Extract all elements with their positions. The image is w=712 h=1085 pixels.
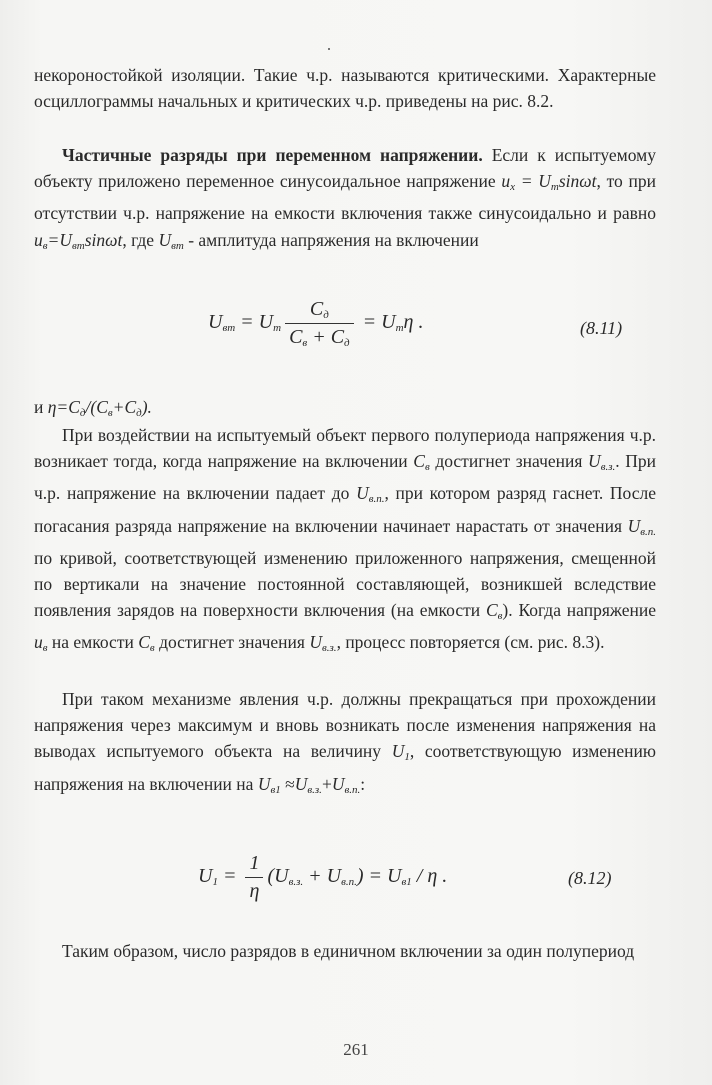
paragraph-conclusion: Таким образом, число разрядов в единичном включении за один полупериод bbox=[62, 941, 635, 961]
equation-number: (8.12) bbox=[568, 868, 612, 888]
paragraph-first-halfperiod: При воздействии на испытуемый объект первого полупериода напряжения ч.р. возникает тогда, когда напряжение на включении $C_в$ достигнет значения $U_{в.з.}$. При ч.р. напряжение на включении падает до $U_{в.п.}$, при котором разряд гаснет. После погасания разряда напряжение на включении начинает нарастать от значения $U_{в.п.}$ по кривой, соответствующей изменению приложенного напряжения, смещенной по вертикали на значение постоянной составляющей, возникшей вследствие появления зарядов на поверхности включения (на емкости $C_в$). Когда напряжение $u_в$ на емкости $C_в$ достигнет значения $U_{в.з.}$, процесс повторяется (см. рис. 8.3). bbox=[34, 425, 656, 655]
paragraph-ac-discharges: Частичные разряды при переменном напряжении. Если к испытуемому объекту приложено переменное синусоидальное напряжение $u_x = U_m\sin\omega t$, то при отсутствии ч.р. напряжение на емкости включения также синусоидально и равно $u_в=U_{вm}\sin\omega t$, где $U_{вm}$ - амплитуда напряжения на включении bbox=[34, 145, 656, 252]
paragraph-intro: некороностойкой изоляции. Такие ч.р. называются критическими. Характерные осциллограммы начальных и критических ч.р. приведены на рис. 8.2. bbox=[34, 65, 656, 112]
equation-8-11: $U_{вm} = U_m$ $\frac{C_д}{C_в + C_д}$ = $U_m\eta$ . bbox=[208, 298, 424, 349]
paragraph-mechanism: При таком механизме явления ч.р. должны прекращаться при прохождении напряжения через максимум и вновь возникать после изменения напряжения на выводах испытуемого объекта на величину $U_1$, соответствующую изменению напряжения на включении на $U_{в1} \approx U_{в.з.}+U_{в.п.}$: bbox=[34, 689, 656, 796]
scan-speck bbox=[328, 48, 330, 50]
section-heading: Частичные разряды при переменном напряжении. bbox=[62, 145, 483, 165]
fraction: $\frac{1}{\eta}$ bbox=[245, 852, 263, 903]
page-number: 261 bbox=[343, 1040, 369, 1059]
fraction: $\frac{C_д}{C_в + C_д}$ bbox=[285, 298, 354, 349]
paragraph-eta: и $\eta=C_д/(C_в+C_д)$. bbox=[34, 397, 152, 419]
equation-number: (8.11) bbox=[580, 318, 623, 338]
equation-8-12: $U_1$ = $\frac{1}{\eta}$ $(U_{в.з.} + U_{в.п.}) = U_{в1} / \eta$ . bbox=[198, 852, 448, 902]
